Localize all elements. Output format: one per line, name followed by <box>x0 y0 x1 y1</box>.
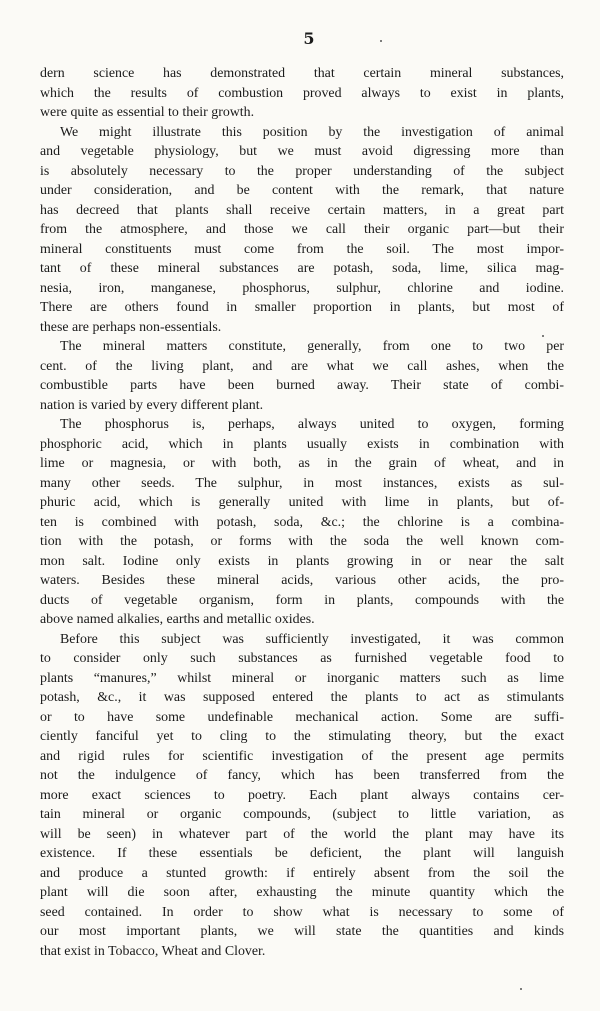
text-line: and rigid rules for scientific investigation of the present age permits <box>40 748 564 764</box>
text-line: ciently fanciful yet to cling to the stimulating theory, but the exact <box>40 729 564 744</box>
text-line: mineral constituents must come from the soil. The most impor- <box>40 241 564 257</box>
text-line: above named alkalies, earths and metallic oxides. <box>40 612 315 627</box>
text-paragraph <box>40 123 564 338</box>
text-line: mon salt. Iodine only exists in plants growing in or near the salt <box>40 553 564 569</box>
text-line: will be seen) in whatever part of the world the plant may have its <box>40 826 564 842</box>
text-line: tain mineral or organic compounds, (subject to little variation, as <box>40 807 564 822</box>
text-line: combustible parts have been burned away. Their state of combi- <box>40 378 564 393</box>
text-line: to consider only such substances as furnished vegetable food to <box>40 651 564 666</box>
text-line: phuric acid, which is generally united with lime in plants, but of- <box>40 495 564 510</box>
text-line: potash, &c., it was supposed entered the plants to act as stimulants <box>40 690 564 705</box>
text-line: existence. If these essentials be deficient, the plant will languish <box>40 846 564 861</box>
text-line: ten is combined with potash, soda, &c.; the chlorine is a combina- <box>40 514 564 530</box>
text-line: were quite as essential to their growth. <box>40 105 255 120</box>
text-line: is absolutely necessary to the proper understanding of the subject <box>40 163 564 179</box>
text-line: We might illustrate this position by the investigation of animal <box>60 124 564 140</box>
text-paragraph <box>40 415 564 630</box>
paper-speck <box>520 988 522 990</box>
text-line: and produce a stunted growth: if entirely absent from the soil the <box>40 865 564 881</box>
text-line: tion with the potash, or forms with the soda the well known com- <box>40 534 564 549</box>
text-paragraph <box>40 630 564 962</box>
text-line: under consideration, and be content with the remark, that nature <box>40 183 564 198</box>
text-line: ducts of vegetable organism, form in plants, compounds with the <box>40 592 564 608</box>
page-number: 5 <box>303 29 315 48</box>
text-line: waters. Besides these mineral acids, various other acids, the pro- <box>40 573 564 588</box>
text-line: not the indulgence of fancy, which has been transferred from the <box>40 768 564 783</box>
text-line: lime or magnesia, or with both, as in the grain of wheat, and in <box>40 456 564 471</box>
text-line: There are others found in smaller proportion in plants, but most of <box>40 300 564 315</box>
text-line: plant will die soon after, exhausting the minute quantity which the <box>40 885 564 900</box>
text-line: has decreed that plants shall receive certain matters, in a great part <box>40 202 564 218</box>
book-page <box>40 22 564 961</box>
text-line: that exist in Tobacco, Wheat and Clover. <box>40 943 266 959</box>
text-line: more exact sciences to poetry. Each plant always contains cer- <box>40 787 564 803</box>
text-paragraph <box>40 337 564 415</box>
paper-speck <box>380 40 382 42</box>
text-line: dern science has demonstrated that certain mineral substances, <box>40 66 564 81</box>
text-line: and vegetable physiology, but we must avoid digressing more than <box>40 144 564 159</box>
text-line: which the results of combustion proved always to exist in plants, <box>40 85 564 101</box>
text-line: nation is varied by every different plant. <box>40 397 264 413</box>
text-line: phosphoric acid, which in plants usually exists in combination with <box>40 436 564 452</box>
text-line: from the atmosphere, and those we call their organic part—but their <box>40 222 564 237</box>
text-line: these are perhaps non-essentials. <box>40 319 222 335</box>
text-line: cent. of the living plant, and are what we call ashes, when the <box>40 358 564 374</box>
page-body-text <box>40 64 564 961</box>
text-line: tant of these mineral substances are potash, soda, lime, silica mag- <box>40 261 564 276</box>
text-line: our most important plants, we will state the quantities and kinds <box>40 924 564 939</box>
text-line: Before this subject was sufficiently investigated, it was common <box>60 631 564 647</box>
paper-speck <box>542 335 544 337</box>
text-paragraph <box>40 64 564 123</box>
text-line: The phosphorus is, perhaps, always united to oxygen, forming <box>60 417 564 432</box>
text-line: plants “manures,” whilst mineral or inorganic matters such as lime <box>40 670 564 686</box>
text-line: many other seeds. The sulphur, in most instances, exists as sul- <box>40 475 564 491</box>
text-line: or to have some undefinable mechanical action. Some are suffi- <box>40 709 564 725</box>
text-line: nesia, iron, manganese, phosphorus, sulphur, chlorine and iodine. <box>40 280 564 296</box>
text-line: The mineral matters constitute, generally, from one to two per <box>60 339 564 354</box>
text-line: seed contained. In order to show what is necessary to some of <box>40 904 564 920</box>
